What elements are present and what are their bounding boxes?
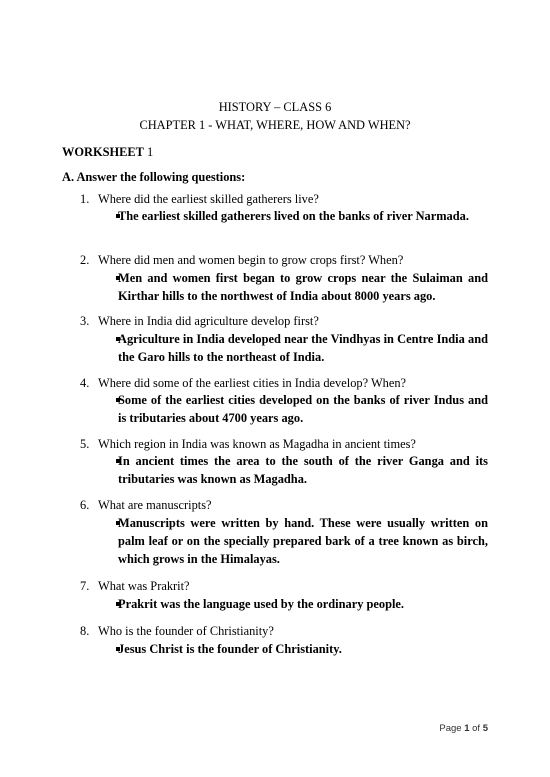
answer-text: In ancient times the area to the south of the river Ganga and its tributaries was known as Magadha. bbox=[118, 454, 488, 486]
answer-text: Jesus Christ is the founder of Christianity. bbox=[118, 642, 342, 656]
question-text: Which region in India was known as Magadha in ancient times? bbox=[98, 437, 416, 451]
of-word: of bbox=[472, 723, 481, 734]
chapter-title: CHAPTER 1 - WHAT, WHERE, HOW AND WHEN? bbox=[139, 118, 411, 132]
question-number: 5. bbox=[80, 437, 90, 451]
question-number: 6. bbox=[80, 498, 90, 512]
question bbox=[80, 498, 212, 512]
question-text: What are manuscripts? bbox=[98, 498, 212, 512]
question bbox=[80, 253, 403, 267]
answer-text: The earliest skilled gatherers lived on the banks of river Narmada. bbox=[118, 209, 469, 223]
section-heading: A. Answer the following questions: bbox=[62, 170, 246, 184]
question-number: 3. bbox=[80, 314, 90, 328]
document-title: HISTORY – CLASS 6 bbox=[218, 100, 332, 114]
question-text: Where did some of the earliest cities in India develop? When? bbox=[98, 376, 407, 390]
question-text: What was Prakrit? bbox=[98, 579, 190, 593]
question-number: 7. bbox=[80, 579, 90, 593]
question bbox=[80, 376, 406, 390]
question bbox=[80, 437, 416, 451]
answer-text: Men and women first began to grow crops near the Sulaiman and Kirthar hills to the northwest of India about 8000 years ago. bbox=[118, 271, 488, 303]
answer-text: Agriculture in India developed near the Vindhyas in Centre India and the Garo hills to the northeast of India. bbox=[118, 332, 488, 364]
worksheet-label bbox=[62, 145, 153, 159]
question-text: Where did the earliest skilled gatherers live? bbox=[98, 192, 319, 206]
question bbox=[80, 579, 190, 593]
page-total: 5 bbox=[482, 723, 488, 734]
question-number: 8. bbox=[80, 624, 90, 638]
page-word: Page bbox=[439, 723, 462, 734]
question-number: 4. bbox=[80, 376, 90, 390]
question bbox=[80, 624, 274, 638]
question-text: Where in India did agriculture develop first? bbox=[98, 314, 319, 328]
page-current: 1 bbox=[464, 723, 470, 734]
worksheet-number: 1 bbox=[147, 145, 154, 159]
question-text: Who is the founder of Christianity? bbox=[98, 624, 274, 638]
answer-text: Manuscripts were written by hand. These were usually written on palm leaf or on the specially prepared bark of a tree known as birch, which grows in the Himalayas. bbox=[118, 516, 488, 566]
question-text: Where did men and women begin to grow crops first? When? bbox=[98, 253, 404, 267]
answer-text: Some of the earliest cities developed on the banks of river Indus and is tributaries about 4700 years ago. bbox=[118, 393, 488, 425]
question bbox=[80, 314, 319, 328]
worksheet-word: WORKSHEET bbox=[62, 145, 144, 159]
question bbox=[80, 192, 319, 206]
question-number: 2. bbox=[80, 253, 90, 267]
answer-text: Prakrit was the language used by the ordinary people. bbox=[118, 597, 405, 611]
question-number: 1. bbox=[80, 192, 90, 206]
page-number bbox=[439, 723, 488, 734]
